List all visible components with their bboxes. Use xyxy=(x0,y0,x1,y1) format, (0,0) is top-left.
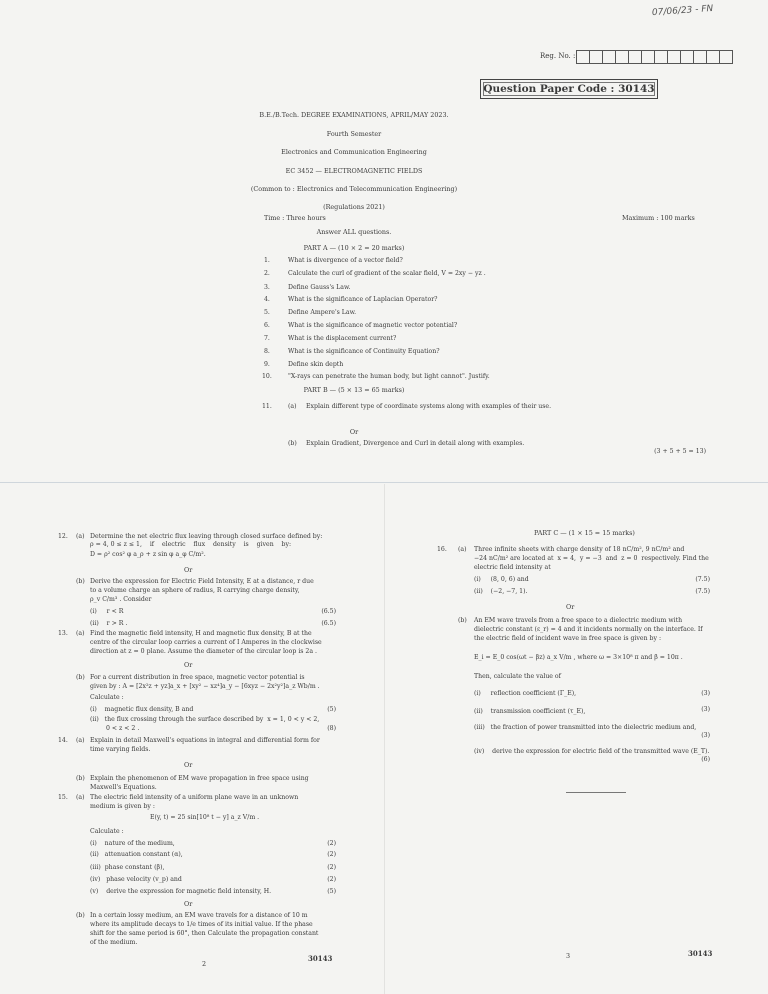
question-text: For a current distribution in free space, magnetic vector potential is xyxy=(90,674,305,681)
question-text: where its amplitude decays to 1/e times of its initial value. If the phase xyxy=(90,921,313,928)
question-text: (i) magnetic flux density, B and xyxy=(90,706,194,713)
question-text: Explain in detail Maxwell's equations in integral and differential form for xyxy=(90,737,320,744)
sub-question: (i) reflection coefficient (Γ_E), xyxy=(474,690,577,697)
question-text: What is the significance of Continuity Equation? xyxy=(288,348,440,355)
question-text: shift for the same period is 60°, then Calculate the propagation constant xyxy=(90,930,319,937)
sub-question: (i) (8, 0, 6) and xyxy=(474,576,529,583)
or-label: Or xyxy=(184,761,193,769)
question-number: 15. xyxy=(58,794,68,801)
question-number: 4. xyxy=(264,296,270,303)
question-sub-label: (b) xyxy=(76,578,85,585)
question-text: medium is given by : xyxy=(90,803,155,810)
or-label: Or xyxy=(184,566,193,574)
question-text: ρ_v C/m³ . Consider xyxy=(90,596,152,603)
question-text: −24 nC/m² are located at x = 4, y = −3 and z = 0 respectively. Find the xyxy=(474,555,709,562)
equation: E_i = E_0 cos(ωt − βz) a_x V/m , where ω = 3×10⁸ π and β = 10π . xyxy=(474,654,683,661)
question-text: dielectric constant (ε_r) = 4 and it incidents normally on the interface. If xyxy=(474,626,703,633)
common-to: (Common to : Electronics and Telecommunication Engineering) xyxy=(250,185,458,193)
sub-question: (ii) transmission coefficient (τ_E), xyxy=(474,708,586,715)
page-fold-line xyxy=(0,482,768,483)
question-marks: (3 + 5 + 5 = 13) xyxy=(654,448,706,455)
sub-question: (ii) attenuation constant (α), xyxy=(90,851,183,858)
question-number: 11. xyxy=(262,403,272,410)
max-marks-label: Maximum : 100 marks xyxy=(622,214,695,222)
question-text: of the medium. xyxy=(90,939,138,946)
sub-question: (ii) (−2, −7, 1). xyxy=(474,588,528,595)
footer-code: 30143 xyxy=(688,949,713,958)
question-sub-label: (b) xyxy=(76,775,85,782)
question-marks: (3) xyxy=(701,690,710,697)
question-sub-label: (a) xyxy=(288,403,297,410)
time-label: Time : Three hours xyxy=(264,214,326,222)
question-text: Explain the phenomenon of EM wave propagation in free space using xyxy=(90,775,309,782)
sub-question: (iii) the fraction of power transmitted into the dielectric medium and, xyxy=(474,724,697,731)
question-marks: (7.5) xyxy=(695,588,710,595)
question-text: Calculate : xyxy=(90,694,124,701)
question-text: What is the displacement current? xyxy=(288,335,397,342)
or-label: Or xyxy=(184,900,193,908)
instruction: Answer ALL questions. xyxy=(316,228,392,236)
question-text: Three infinite sheets with charge density of 18 nC/m², 9 nC/m² and xyxy=(474,546,685,553)
question-text: (ii) the flux crossing through the surface described by x = 1, 0 < y < 2, xyxy=(90,716,320,723)
semester: Fourth Semester xyxy=(326,130,382,138)
question-text: centre of the circular loop carries a current of I Amperes in the clockwise xyxy=(90,639,322,646)
question-text: Define skin depth xyxy=(288,361,344,368)
or-label: Or xyxy=(566,603,575,611)
question-text: time varying fields. xyxy=(90,746,151,753)
question-text: Define Ampere's Law. xyxy=(288,309,357,316)
question-marks: (3) xyxy=(701,706,710,713)
question-text: electric field intensity at xyxy=(474,564,551,571)
question-number: 3. xyxy=(264,284,270,291)
question-marks: (5) xyxy=(327,706,336,713)
page-number: 3 xyxy=(566,952,571,960)
question-text: Explain Gradient, Divergence and Curl in detail along with examples. xyxy=(306,440,525,447)
question-sub-label: (a) xyxy=(76,533,85,540)
question-marks: (2) xyxy=(327,840,336,847)
question-number: 7. xyxy=(264,335,270,342)
question-text: Calculate : xyxy=(90,828,124,835)
question-text: Derive the expression for Electric Field Intensity, E at a distance, r due xyxy=(90,578,314,585)
question-text: What is the significance of Laplacian Operator? xyxy=(288,296,438,303)
question-text: (i) r < R xyxy=(90,608,124,615)
part-a-title: PART A — (10 × 2 = 20 marks) xyxy=(303,244,405,252)
question-sub-label: (a) xyxy=(458,546,467,553)
question-number: 16. xyxy=(437,546,447,553)
question-text: Then, calculate the value of xyxy=(474,673,561,680)
question-sub-label: (b) xyxy=(288,440,297,447)
reg-no-boxes xyxy=(577,50,733,64)
department: Electronics and Communication Engineering xyxy=(281,148,427,156)
exam-title: B.E./B.Tech. DEGREE EXAMINATIONS, APRIL/MAY 2023. xyxy=(259,111,449,119)
subject: EC 3452 — ELECTROMAGNETIC FIELDS xyxy=(285,167,423,175)
question-marks: (2) xyxy=(327,851,336,858)
question-text: (ii) r > R . xyxy=(90,620,128,627)
question-paper-code: Question Paper Code : 30143 xyxy=(480,79,658,99)
question-number: 10. xyxy=(262,373,272,380)
question-text: Calculate the curl of gradient of the scalar field, V = 2xy − yz . xyxy=(288,270,486,277)
question-text: Define Gauss's Law. xyxy=(288,284,351,291)
handwritten-date: 07/06/23 - FN xyxy=(651,3,714,19)
question-number: 1. xyxy=(264,257,270,264)
equation: E(y, t) = 25 sin[10⁸ t − y] a_z V/m . xyxy=(150,814,260,821)
sub-question: (iv) derive the expression for electric field of the transmitted wave (E_T). xyxy=(474,748,710,755)
page-divider xyxy=(384,484,385,994)
reg-no-label: Reg. No. : xyxy=(540,52,576,60)
question-sub-label: (a) xyxy=(76,794,85,801)
question-text: "X-rays can penetrate the human body, but light cannot". Justify. xyxy=(288,373,490,380)
sub-question: (iii) phase constant (β), xyxy=(90,864,165,871)
question-text: to a volume charge an sphere of radius, R carrying charge density, xyxy=(90,587,300,594)
sub-question: (iv) phase velocity (v_p) and xyxy=(90,876,182,883)
question-marks: (2) xyxy=(327,864,336,871)
question-text: Determine the net electric flux leaving through closed surface defined by: xyxy=(90,533,323,540)
question-marks: (6.5) xyxy=(321,620,336,627)
question-marks: (7.5) xyxy=(695,576,710,583)
question-sub-label: (b) xyxy=(76,912,85,919)
question-text: the electric field of incident wave in free space is given by : xyxy=(474,635,662,642)
sub-question: (i) nature of the medium, xyxy=(90,840,175,847)
sub-question: (v) derive the expression for magnetic field intensity, H. xyxy=(90,888,272,895)
question-marks: (8) xyxy=(327,725,336,732)
question-text: 0 < z < 2 . xyxy=(106,725,140,732)
question-text: What is divergence of a vector field? xyxy=(288,257,403,264)
question-number: 12. xyxy=(58,533,68,540)
question-text: In a certain lossy medium, an EM wave travels for a distance of 10 m xyxy=(90,912,308,919)
question-text: An EM wave travels from a free space to a dielectric medium with xyxy=(474,617,683,624)
question-marks: (2) xyxy=(327,876,336,883)
question-text: ρ = 4, 0 ≤ z ≤ 1, if electric flux density is given by: xyxy=(90,541,292,548)
question-number: 13. xyxy=(58,630,68,637)
question-marks: (3) xyxy=(701,732,710,739)
question-marks: (5) xyxy=(327,888,336,895)
part-b-title: PART B — (5 × 13 = 65 marks) xyxy=(303,386,405,394)
question-text: What is the significance of magnetic vector potential? xyxy=(288,322,458,329)
question-sub-label: (a) xyxy=(76,630,85,637)
question-text: direction at z = 0 plane. Assume the diameter of the circular loop is 2a . xyxy=(90,648,317,655)
question-sub-label: (b) xyxy=(76,674,85,681)
end-line xyxy=(566,792,626,793)
question-text: given by : A = [2x²z + yz]a_x + [xy² − xz⁴]a_y − [6xyz − 2x²y²]a_z Wb/m . xyxy=(90,683,320,690)
question-text: The electric field intensity of a uniform plane wave in an unknown xyxy=(90,794,299,801)
question-text: Explain different type of coordinate systems along with examples of their use. xyxy=(306,403,552,410)
or-label: Or xyxy=(349,428,359,436)
question-number: 6. xyxy=(264,322,270,329)
question-number: 5. xyxy=(264,309,270,316)
question-number: 14. xyxy=(58,737,68,744)
question-number: 2. xyxy=(264,270,270,277)
footer-code: 30143 xyxy=(308,954,333,963)
or-label: Or xyxy=(184,661,193,669)
question-marks: (6) xyxy=(701,756,710,763)
question-number: 9. xyxy=(264,361,270,368)
page-number: 2 xyxy=(202,960,207,968)
question-text: D = ρ² cos² φ a_ρ + z sin φ a_φ C/m². xyxy=(90,551,206,558)
regulations: (Regulations 2021) xyxy=(323,203,385,211)
question-sub-label: (b) xyxy=(458,617,467,624)
part-c-title: PART C — (1 × 15 = 15 marks) xyxy=(534,529,635,537)
question-number: 8. xyxy=(264,348,270,355)
question-marks: (6.5) xyxy=(321,608,336,615)
question-sub-label: (a) xyxy=(76,737,85,744)
question-text: Find the magnetic field intensity, H and magnetic flux density, B at the xyxy=(90,630,312,637)
question-text: Maxwell's Equations. xyxy=(90,784,157,791)
